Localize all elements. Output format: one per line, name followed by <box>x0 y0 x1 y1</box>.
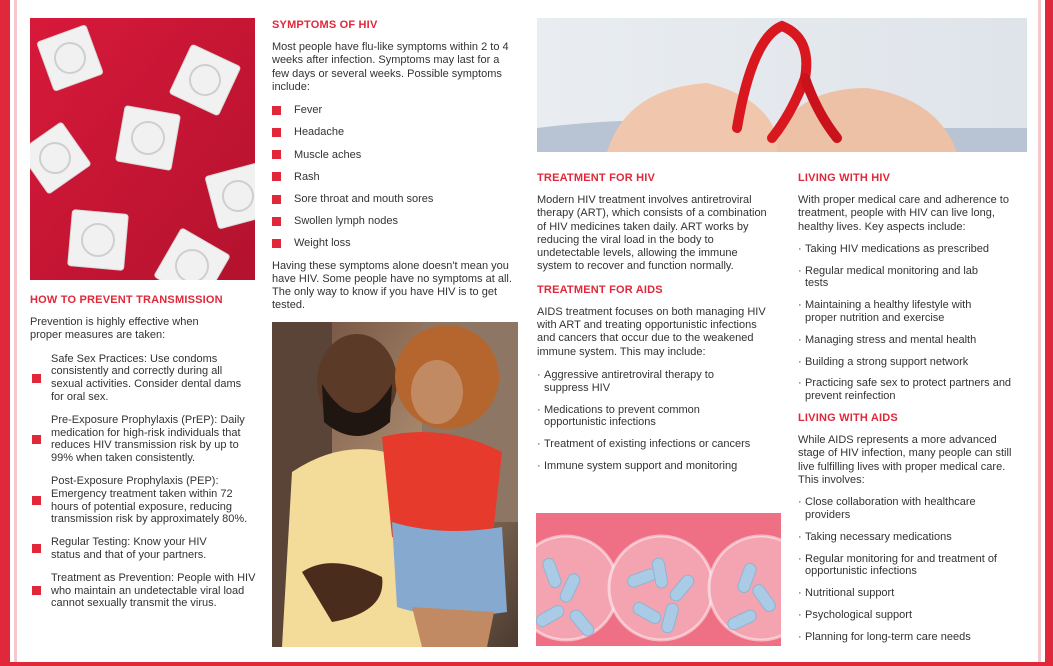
living-hiv-body: With proper medical care and adherence to treatment, people with HIV can live long, healthy lives. Key aspects include: <box>798 194 1009 233</box>
treatment-hiv-title: TREATMENT FOR HIV <box>537 172 656 184</box>
treatment-aids-list <box>537 369 777 473</box>
bullet-square-icon <box>272 195 281 204</box>
red-ribbon-hands-image <box>537 18 1027 152</box>
living-aids-body: While AIDS represents a more advanced stage of HIV infection, many people can still live fulfilling lives with proper medical care. This involves: <box>798 434 1012 486</box>
list-item: · Practicing safe sex to protect partners and prevent reinfection <box>798 377 1012 403</box>
list-item: · Taking HIV medications as prescribed <box>798 242 990 255</box>
bullet-square-icon <box>272 239 281 248</box>
pills-image <box>536 513 781 646</box>
symptoms-title: SYMPTOMS OF HIV <box>272 19 378 31</box>
symptoms-section <box>272 19 517 313</box>
prevention-section <box>30 294 260 620</box>
list-item: · Medications to prevent common opportunistic infections <box>537 403 700 429</box>
list-item: Safe Sex Practices: Use condoms consistently and correctly during all sexual activities. Consider dental dams for oral sex. <box>30 353 260 404</box>
bullet-square-icon <box>32 544 41 553</box>
living-hiv-title: LIVING WITH HIV <box>798 172 891 184</box>
list-item: Weight loss <box>272 232 517 254</box>
symptoms-intro: Most people have flu-like symptoms within 2 to 4 weeks after infection. Symptoms may last for a few days or several weeks. Possible symptoms include: <box>272 41 509 93</box>
list-item: · Regular medical monitoring and lab tests <box>798 264 979 290</box>
list-item: Muscle aches <box>272 144 517 166</box>
list-item: Rash <box>272 166 517 188</box>
bullet-square-icon <box>272 172 281 181</box>
list-item: · Planning for long-term care needs <box>798 630 971 643</box>
treatment-hiv-body: Modern HIV treatment involves antiretroviral therapy (ART), which consists of a combination of HIV medicines taken daily. ART works by reducing the viral load in the body to undetectable levels, allowing the immune system to recover and function normally. <box>537 194 767 273</box>
bullet-square-icon <box>32 586 41 595</box>
couple-image <box>272 322 518 647</box>
condoms-image <box>30 18 255 280</box>
list-item: Headache <box>272 121 517 143</box>
symptoms-list <box>272 99 517 254</box>
list-item: Regular Testing: Know your HIV status and that of your partners. <box>30 536 260 562</box>
list-item: Pre-Exposure Prophylaxis (PrEP): Daily medication for high-risk individuals that reduces HIV transmission risk by up to 99% when taken consistently. <box>30 414 260 465</box>
bullet-square-icon <box>32 435 41 444</box>
bullet-square-icon <box>32 374 41 383</box>
prevention-title: HOW TO PREVENT TRANSMISSION <box>30 294 223 306</box>
list-item: · Immune system support and monitoring <box>537 459 738 472</box>
treatment-aids-title: TREATMENT FOR AIDS <box>537 283 663 296</box>
bullet-square-icon <box>272 128 281 137</box>
bottom-border <box>0 662 1053 666</box>
bullet-square-icon <box>32 496 41 505</box>
living-aids-list <box>798 496 1028 643</box>
bullet-square-icon <box>272 150 281 159</box>
treatment-aids-body: AIDS treatment focuses on both managing HIV with ART and treating opportunistic infections and cancers that occur due to the weakened immune system. This may include: <box>537 305 766 358</box>
list-item: · Regular monitoring for and treatment of opportunistic infections <box>798 552 997 578</box>
right-inner-edge <box>1038 0 1041 666</box>
list-item: · Maintaining a healthy lifestyle with proper nutrition and exercise <box>798 299 972 325</box>
list-item: Sore throat and mouth sores <box>272 188 517 210</box>
living-hiv-list <box>798 243 1028 403</box>
living-aids-title: LIVING WITH AIDS <box>798 412 898 425</box>
list-item: · Managing stress and mental health <box>798 333 977 346</box>
left-inner-edge <box>14 0 17 666</box>
left-border <box>0 0 10 666</box>
list-item: Treatment as Prevention: People with HIV who maintain an undetectable viral load cannot sexually transmit the virus. <box>30 572 260 610</box>
treatment-section <box>537 172 777 482</box>
list-item: · Taking necessary medications <box>798 530 952 543</box>
list-item: · Aggressive antiretroviral therapy to suppress HIV <box>537 368 714 394</box>
prevention-intro: Prevention is highly effective when proper measures are taken: <box>30 316 199 342</box>
list-item: · Psychological support <box>798 609 913 622</box>
list-item: · Building a strong support network <box>798 355 969 368</box>
list-item: Post-Exposure Prophylaxis (PEP): Emergency treatment taken within 72 hours of potential exposure, reducing transmission risk by approximately 80%. <box>30 475 260 526</box>
list-item: Fever <box>272 99 517 121</box>
living-section <box>798 172 1028 653</box>
list-item: · Treatment of existing infections or cancers <box>537 438 751 451</box>
bullet-square-icon <box>272 106 281 115</box>
prevention-list <box>30 353 260 611</box>
symptoms-outro: Having these symptoms alone doesn't mean you have HIV. Some people have no symptoms at all. The only way to know if you have HIV is to get tested. <box>272 259 512 312</box>
list-item: · Close collaboration with healthcare providers <box>798 496 976 522</box>
right-border <box>1045 0 1053 666</box>
list-item: Swollen lymph nodes <box>272 210 517 232</box>
list-item: · Nutritional support <box>798 587 895 600</box>
bullet-square-icon <box>272 217 281 226</box>
